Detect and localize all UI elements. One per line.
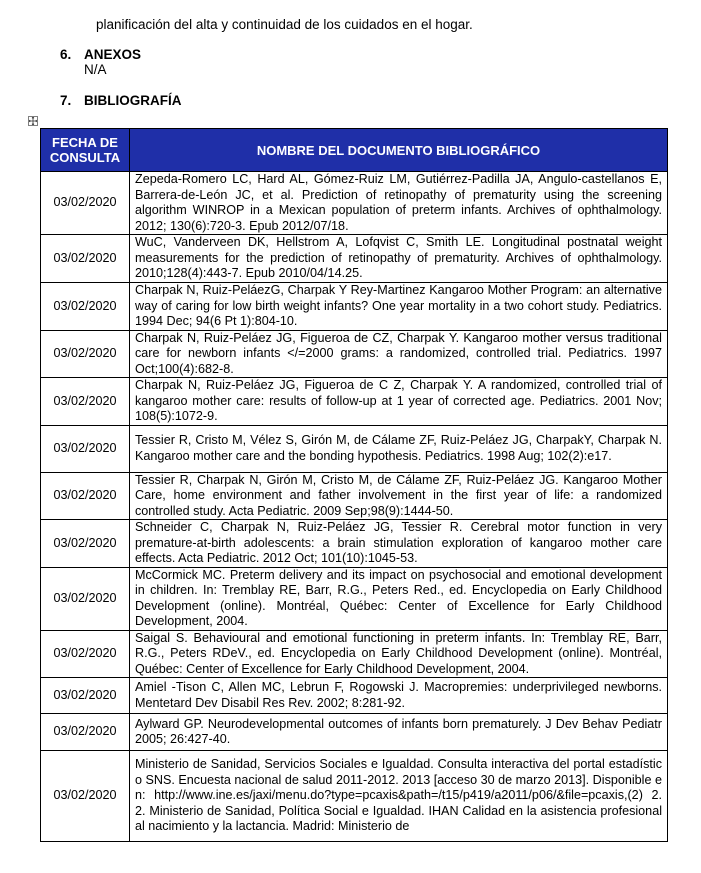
row-reference: McCormick MC. Preterm delivery and its impact on psychosocial and emotional development in children. In: Tremblay RE, Barr, R.G., Peters Red., ed. Encyclopedia on Early Childhood Development (online). Montréal, Québec: Center of Excellence for Early Childhood Development, 2004. [130,567,668,630]
table-row [41,630,668,678]
row-reference: Saigal S. Behavioural and emotional functioning in preterm infants. In: Tremblay RE, Barr, R.G., Peters RDeV., ed. Encyclopedia on Early Childhood Development (online). Montréal, Québec: Center of Excellence for Early Childhood Development, 2004. [130,630,668,678]
table-row [41,172,668,235]
row-reference: Charpak N, Ruiz-Peláez JG, Figueroa de CZ, Charpak Y. Kangaroo mother versus traditional care for newborn infants </=2000 grams: a randomized, controlled trial. Pediatrics. 1997 Oct;100(4):682-8. [130,330,668,378]
table-row [41,751,668,842]
row-date: 03/02/2020 [41,425,130,472]
row-reference: Charpak N, Ruiz-PeláezG, Charpak Y Rey-Martinez Kangaroo Mother Program: an alternative way of caring for low birth weight infants? One year mortality in a two cohort study. Pediatrics. 1994 Dec; 94(6 Pt 1):804-10. [130,283,668,331]
table-row [41,425,668,472]
row-date: 03/02/2020 [41,520,130,568]
row-reference: Tessier R, Cristo M, Vélez S, Girón M, de Cálame ZF, Ruiz-Peláez JG, CharpakY, Charpak N. Kangaroo mother care and the bonding hypothesis. Pediatrics. 1998 Aug; 102(2):e17. [130,425,668,472]
section-6-number: 6. [60,47,72,62]
row-date: 03/02/2020 [41,283,130,331]
table-row [41,714,668,751]
table-row [41,378,668,426]
section-6-title: ANEXOS [84,47,142,62]
row-date: 03/02/2020 [41,751,130,842]
section-7-title: BIBLIOGRAFÍA [84,93,182,108]
bibliography-table [40,128,668,842]
row-date: 03/02/2020 [41,235,130,283]
section-7-number: 7. [60,93,72,108]
intro-paragraph: planificación del alta y continuidad de los cuidados en el hogar. [96,17,473,32]
header-date: FECHA DE CONSULTA [41,129,130,172]
row-reference: Aylward GP. Neurodevelopmental outcomes of infants born prematurely. J Dev Behav Pediatr 2005; 26:427-40. [130,714,668,751]
table-row [41,678,668,714]
row-date: 03/02/2020 [41,678,130,714]
row-date: 03/02/2020 [41,378,130,426]
row-date: 03/02/2020 [41,330,130,378]
row-reference: Amiel -Tison C, Allen MC, Lebrun F, Rogowski J. Macropremies: underprivileged newborns. Mentetard Dev Disabil Res Rev. 2002; 8:281-92. [130,678,668,714]
table-row [41,520,668,568]
row-date: 03/02/2020 [41,630,130,678]
row-reference: Zepeda-Romero LC, Hard AL, Gómez-Ruiz LM, Gutiérrez-Padilla JA, Angulo-castellanos E, Barrera-de-León JC, et al. Prediction of retinopathy of prematurity using the screening algorithm WINROP in a Mexican population of preterm infants. Archives of ophthalmology. 2012; 130(6):720-3. Epub 2012/07/18. [130,172,668,235]
row-reference: Tessier R, Charpak N, Girón M, Cristo M, de Cálame ZF, Ruiz-Peláez JG. Kangaroo Mother Care, home environment and father involvement in the first year of life: a randomized controlled study. Acta Pediatric. 2009 Sep;98(9):1444-50. [130,472,668,520]
section-6-body: N/A [84,62,107,77]
table-row [41,283,668,331]
table-header-row [41,129,668,172]
table-row [41,472,668,520]
row-date: 03/02/2020 [41,714,130,751]
table-row [41,330,668,378]
row-reference: Schneider C, Charpak N, Ruiz-Peláez JG, Tessier R. Cerebral motor function in very premature-at-birth adolescents: a brain stimulation exploration of kangaroo mother care effects. Acta Pediatric. 2012 Oct; 101(10):1045-53. [130,520,668,568]
row-reference: WuC, Vanderveen DK, Hellstrom A, Lofqvist C, Smith LE. Longitudinal postnatal weight measurements for the prediction of retinopathy of prematurity. Archives of ophthalmology. 2010;128(4):443-7. Epub 2010/04/14.25. [130,235,668,283]
header-document-name: NOMBRE DEL DOCUMENTO BIBLIOGRÁFICO [130,129,668,172]
row-reference: Charpak N, Ruiz-Peláez JG, Figueroa de C Z, Charpak Y. A randomized, controlled trial of kangaroo mother care: results of follow-up at 1 year of corrected age. Pediatrics. 2001 Nov; 108(5):1072-9. [130,378,668,426]
row-reference: Ministerio de Sanidad, Servicios Sociales e Igualdad. Consulta interactiva del portal estadístico SNS. Encuesta nacional de salud 2011-2012. 2013 [acceso 30 de marzo 2013]. Disponible en: http://www.ine.es/jaxi/menu.do?type=pcaxis&path=/t15/p419/a2011/p06/&file=pcaxis,(2) 2. 2. Ministerio de Sanidad, Política Social e Igualdad. IHAN Calidad en la asistencia profesional al nacimiento y la lactancia. Madrid: Ministerio de [130,751,668,842]
row-date: 03/02/2020 [41,472,130,520]
row-date: 03/02/2020 [41,567,130,630]
table-move-handle-icon[interactable] [28,116,38,126]
row-date: 03/02/2020 [41,172,130,235]
table-row [41,235,668,283]
table-row [41,567,668,630]
